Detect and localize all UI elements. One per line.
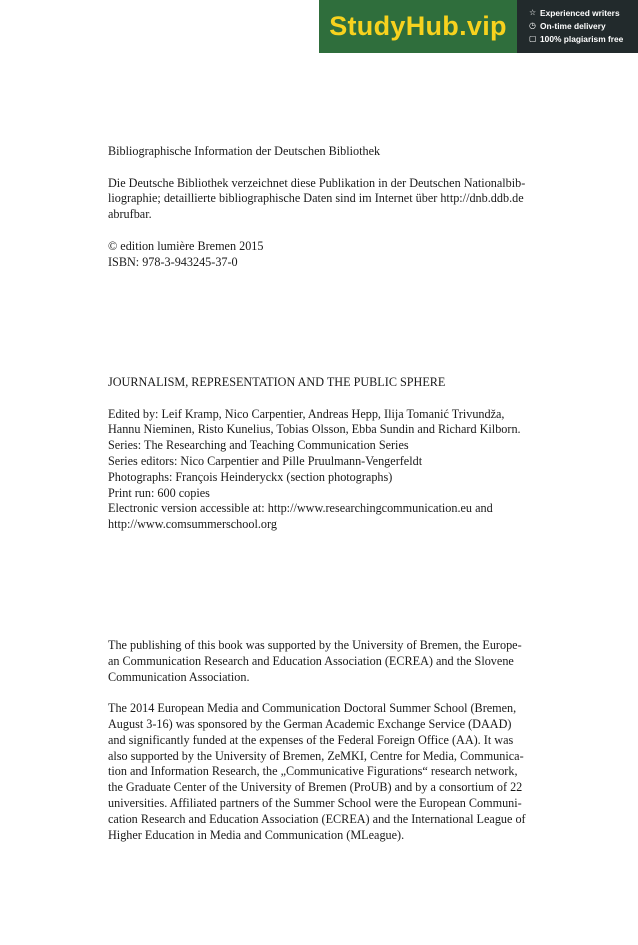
biblio-heading: Bibliographische Information der Deutschen Bibliothek: [108, 144, 381, 158]
book-line: Print run: 600 copies: [108, 485, 210, 500]
feature-label: 100% plagiarism free: [540, 33, 624, 44]
biblio-line: Die Deutsche Bibliothek verzeichnet diese Publikation in der Deutschen Nationalbib-: [108, 175, 526, 190]
copyright: © edition lumière Bremen 2015: [108, 238, 264, 253]
biblio-line: abrufbar.: [108, 207, 152, 222]
support-line: an Communication Research and Education Association (ECREA) and the Slovene: [108, 653, 514, 668]
feature-item: [529, 32, 638, 45]
book-line: Hannu Nieminen, Risto Kunelius, Tobias Olsson, Ebba Sundin and Richard Kilborn.: [108, 422, 521, 437]
book-line: Series editors: Nico Carpentier and Pille Pruulmann-Vengerfeldt: [108, 453, 423, 468]
support-statement: [108, 638, 533, 843]
bibliographic-info: [108, 144, 533, 270]
document-icon: ▢: [529, 34, 537, 43]
book-details: [108, 375, 533, 533]
support-line: tion and Information Research, the „Communicative Figurations“ research network,: [108, 764, 518, 779]
ad-banner[interactable]: [319, 0, 638, 53]
isbn: ISBN: 978-3-943245-37-0: [108, 254, 238, 269]
feature-item: [529, 19, 638, 32]
support-line: Higher Education in Media and Communication (MLeague).: [108, 827, 405, 842]
book-title: JOURNALISM, REPRESENTATION AND THE PUBLIC SPHERE: [108, 375, 446, 389]
support-line: also supported by the University of Bremen, ZeMKI, Centre for Media, Communica-: [108, 748, 524, 763]
feature-label: Experienced writers: [540, 7, 620, 18]
star-icon: ☆: [529, 8, 537, 17]
studyhub-logo[interactable]: [319, 0, 517, 53]
book-line: Edited by: Leif Kramp, Nico Carpentier, Andreas Hepp, Ilija Tomanić Trivundža,: [108, 406, 505, 421]
support-line: The 2014 European Media and Communication Doctoral Summer School (Bremen,: [108, 701, 517, 716]
support-line: The publishing of this book was supported by the University of Bremen, the Europe-: [108, 638, 522, 652]
support-line: and significantly funded at the expenses of the Federal Foreign Office (AA). It was: [108, 732, 514, 747]
support-line: cation Research and Education Association (ECREA) and the International League of: [108, 811, 526, 826]
support-line: the Graduate Center of the University of Bremen (ProUB) and by a consortium of 22: [108, 780, 523, 795]
support-line: universities. Affiliated partners of the Summer School were the European Communi-: [108, 795, 522, 810]
feature-label: On-time delivery: [540, 20, 606, 31]
clock-icon: ◷: [529, 21, 536, 30]
support-line: Communication Association.: [108, 669, 250, 684]
logo-text: StudyHub.vip: [329, 11, 507, 41]
book-line: Electronic version accessible at: http://www.researchingcommunication.eu and: [108, 501, 493, 516]
book-line: http://www.comsummerschool.org: [108, 517, 277, 532]
book-line: Series: The Researching and Teaching Communication Series: [108, 438, 409, 453]
book-line: Photographs: François Heinderyckx (section photographs): [108, 469, 393, 484]
feature-list: [517, 0, 638, 53]
support-line: August 3-16) was sponsored by the German Academic Exchange Service (DAAD): [108, 716, 512, 731]
feature-item: [529, 6, 638, 19]
biblio-line: liographie; detaillierte bibliographische Daten sind im Internet über http://dnb.ddb.de: [108, 191, 524, 206]
